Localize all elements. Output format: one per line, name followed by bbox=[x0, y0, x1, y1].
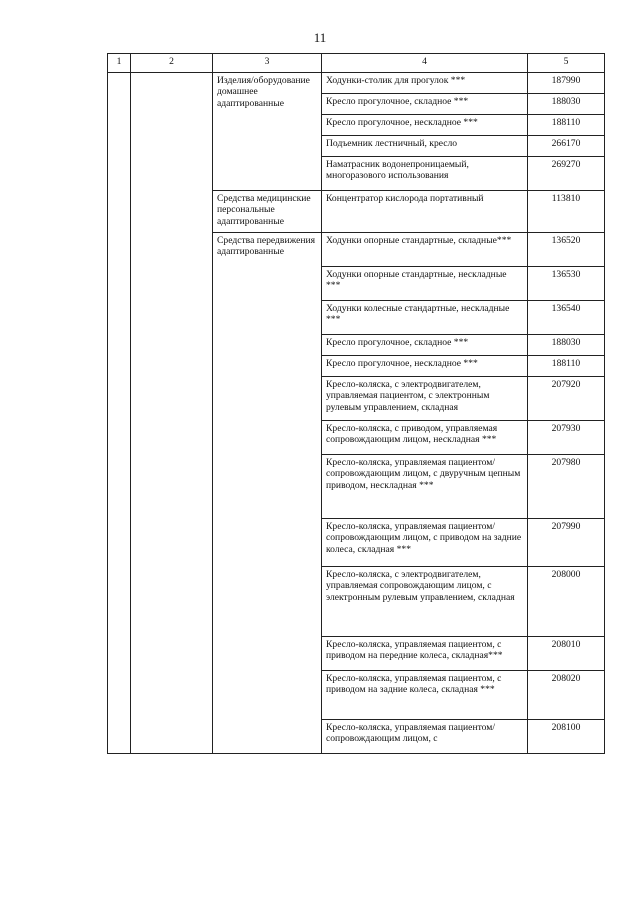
column-header: 2 bbox=[131, 54, 213, 73]
item-code-cell: 188110 bbox=[528, 115, 605, 136]
item-code-cell: 208010 bbox=[528, 637, 605, 671]
item-code-cell: 208000 bbox=[528, 567, 605, 637]
item-code-cell: 269270 bbox=[528, 157, 605, 191]
item-name-cell: Ходунки опорные стандартные, нескладные *** bbox=[322, 267, 528, 301]
item-name-cell: Ходунки опорные стандартные, складные*** bbox=[322, 233, 528, 267]
item-code-cell: 207990 bbox=[528, 519, 605, 567]
item-name-cell: Кресло-коляска, управляемая пациентом/сопровождающим лицом, с bbox=[322, 720, 528, 754]
item-code-cell: 207930 bbox=[528, 421, 605, 455]
column-2-cell bbox=[131, 73, 213, 754]
item-code-cell: 188030 bbox=[528, 94, 605, 115]
category-cell: Средства передвижения адаптированные bbox=[213, 233, 322, 754]
item-name-cell: Кресло-коляска, с электродвигателем, управляемая сопровождающим лицом, с электронным рулевым управлением, складная bbox=[322, 567, 528, 637]
page-number: 11 bbox=[313, 30, 327, 45]
equipment-table bbox=[107, 53, 605, 754]
item-name-cell: Кресло прогулочное, нескладное *** bbox=[322, 115, 528, 136]
item-code-cell: 188110 bbox=[528, 356, 605, 377]
item-name-cell: Ходунки колесные стандартные, нескладные *** bbox=[322, 301, 528, 335]
header-row bbox=[108, 54, 605, 73]
item-name-cell: Концентратор кислорода портативный bbox=[322, 191, 528, 233]
item-code-cell: 207920 bbox=[528, 377, 605, 421]
category-cell: Средства медицинские персональные адаптированные bbox=[213, 191, 322, 233]
column-header: 5 bbox=[528, 54, 605, 73]
column-header: 3 bbox=[213, 54, 322, 73]
item-name-cell: Кресло прогулочное, нескладное *** bbox=[322, 356, 528, 377]
item-name-cell: Кресло-коляска, с электродвигателем, управляемая пациентом, с электронным рулевым управлением, складная bbox=[322, 377, 528, 421]
item-name-cell: Кресло прогулочное, складное *** bbox=[322, 335, 528, 356]
item-code-cell: 188030 bbox=[528, 335, 605, 356]
item-name-cell: Кресло-коляска, управляемая пациентом/сопровождающим лицом, с двуручным цепным приводом, нескладная *** bbox=[322, 455, 528, 519]
item-name-cell: Кресло прогулочное, складное *** bbox=[322, 94, 528, 115]
column-header: 4 bbox=[322, 54, 528, 73]
item-name-cell: Кресло-коляска, управляемая пациентом/сопровождающим лицом, с приводом на задние колеса, складная *** bbox=[322, 519, 528, 567]
item-code-cell: 207980 bbox=[528, 455, 605, 519]
column-1-cell bbox=[108, 73, 131, 754]
item-code-cell: 208100 bbox=[528, 720, 605, 754]
item-code-cell: 187990 bbox=[528, 73, 605, 94]
item-code-cell: 208020 bbox=[528, 671, 605, 720]
item-code-cell: 266170 bbox=[528, 136, 605, 157]
item-name-cell: Наматрасник водонепроницаемый, многоразового использования bbox=[322, 157, 528, 191]
column-header: 1 bbox=[108, 54, 131, 73]
item-code-cell: 136540 bbox=[528, 301, 605, 335]
item-code-cell: 113810 bbox=[528, 191, 605, 233]
item-name-cell: Кресло-коляска, с приводом, управляемая сопровождающим лицом, нескладная *** bbox=[322, 421, 528, 455]
category-cell: Изделия/оборудование домашнее адаптированные bbox=[213, 73, 322, 191]
item-name-cell: Ходунки-столик для прогулок *** bbox=[322, 73, 528, 94]
item-name-cell: Кресло-коляска, управляемая пациентом, с приводом на передние колеса, складная*** bbox=[322, 637, 528, 671]
table-row bbox=[108, 73, 605, 94]
item-code-cell: 136520 bbox=[528, 233, 605, 267]
item-code-cell: 136530 bbox=[528, 267, 605, 301]
item-name-cell: Кресло-коляска, управляемая пациентом, с приводом на задние колеса, складная *** bbox=[322, 671, 528, 720]
item-name-cell: Подъемник лестничный, кресло bbox=[322, 136, 528, 157]
